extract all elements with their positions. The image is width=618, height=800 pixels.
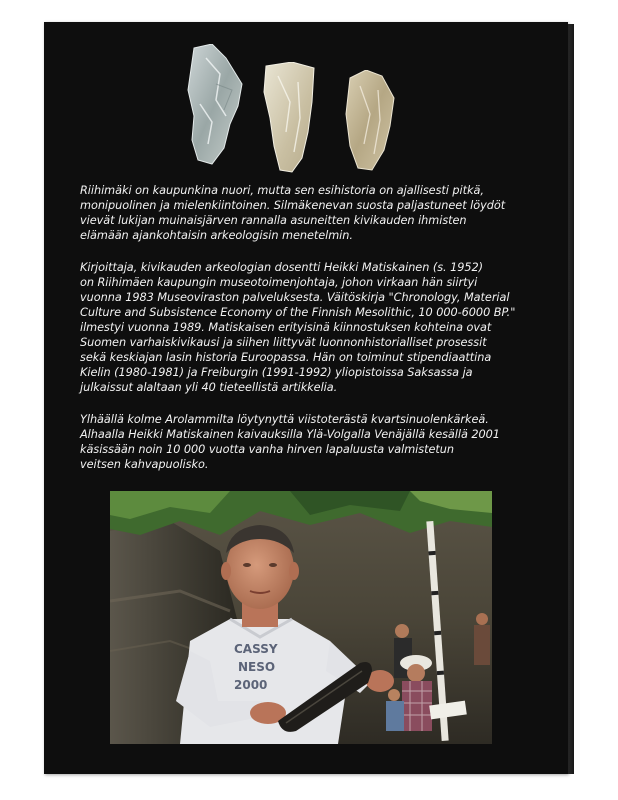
author-bio-paragraph: Kirjoittaja, kivikauden arkeologian dosentti Heikki Matiskainen (s. 1952) on Riihimäen kaupungin museotoimenjohtaja, johon virkaan hän siirtyi vuonna 1983 Museoviraston palveluksesta. Väitöskirja "Chronology, Material Culture and Subsistence Economy of the Finnish Mesolithic, 10 000-6000 BP." ilmestyi vuonna 1989. Matiskaisen erityisinä kiinnostuksen kohteina ovat Suomen varhaiskivikausi ja siihen liittyvät luonnonhistorialliset prosessit sekä keskiajan lasin historia Euroopassa. Hän on toiminut stipendiaattina Kielin (1980-1981) ja Freiburgin (1991-1992) yliopistoissa Saksassa ja julkaissut alaltaan yli 40 tieteellistä artikkelia.	[80, 261, 516, 394]
quartz-arrowhead-right	[344, 70, 396, 172]
shirt-print-line-3: 2000	[234, 678, 268, 692]
shirt-print-line-2: NESO	[238, 660, 276, 674]
quartz-arrowhead-middle	[262, 62, 318, 174]
intro-paragraph: Riihimäki on kaupunkina nuori, mutta sen esihistoria on ajallisesti pitkä, monipuolinen ja mielenkiintoinen. Silmäkenevan suosta paljastuneet löydöt vievät lukijan muinaisjärven rannalla asuneitten kivikauden ihmisten elämään ajankohtaisin arkeologisin menetelmin.	[80, 184, 506, 242]
photo-caption-paragraph: Ylhäällä kolme Arolammilta löytynyttä viistoterästä kvartsinuolenkärkeä. Alhaalla Heikki Matiskainen kaivauksilla Ylä-Volgalla Venäjällä kesällä 2001 käsissään noin 10 000 vuotta vanha hirven lapaluusta valmistetun veitsen kahvapuolisko.	[80, 413, 500, 471]
excavation-photo	[110, 491, 492, 744]
quartz-arrowhead-left	[186, 44, 246, 168]
shirt-print-line-1: CASSY	[234, 642, 278, 656]
